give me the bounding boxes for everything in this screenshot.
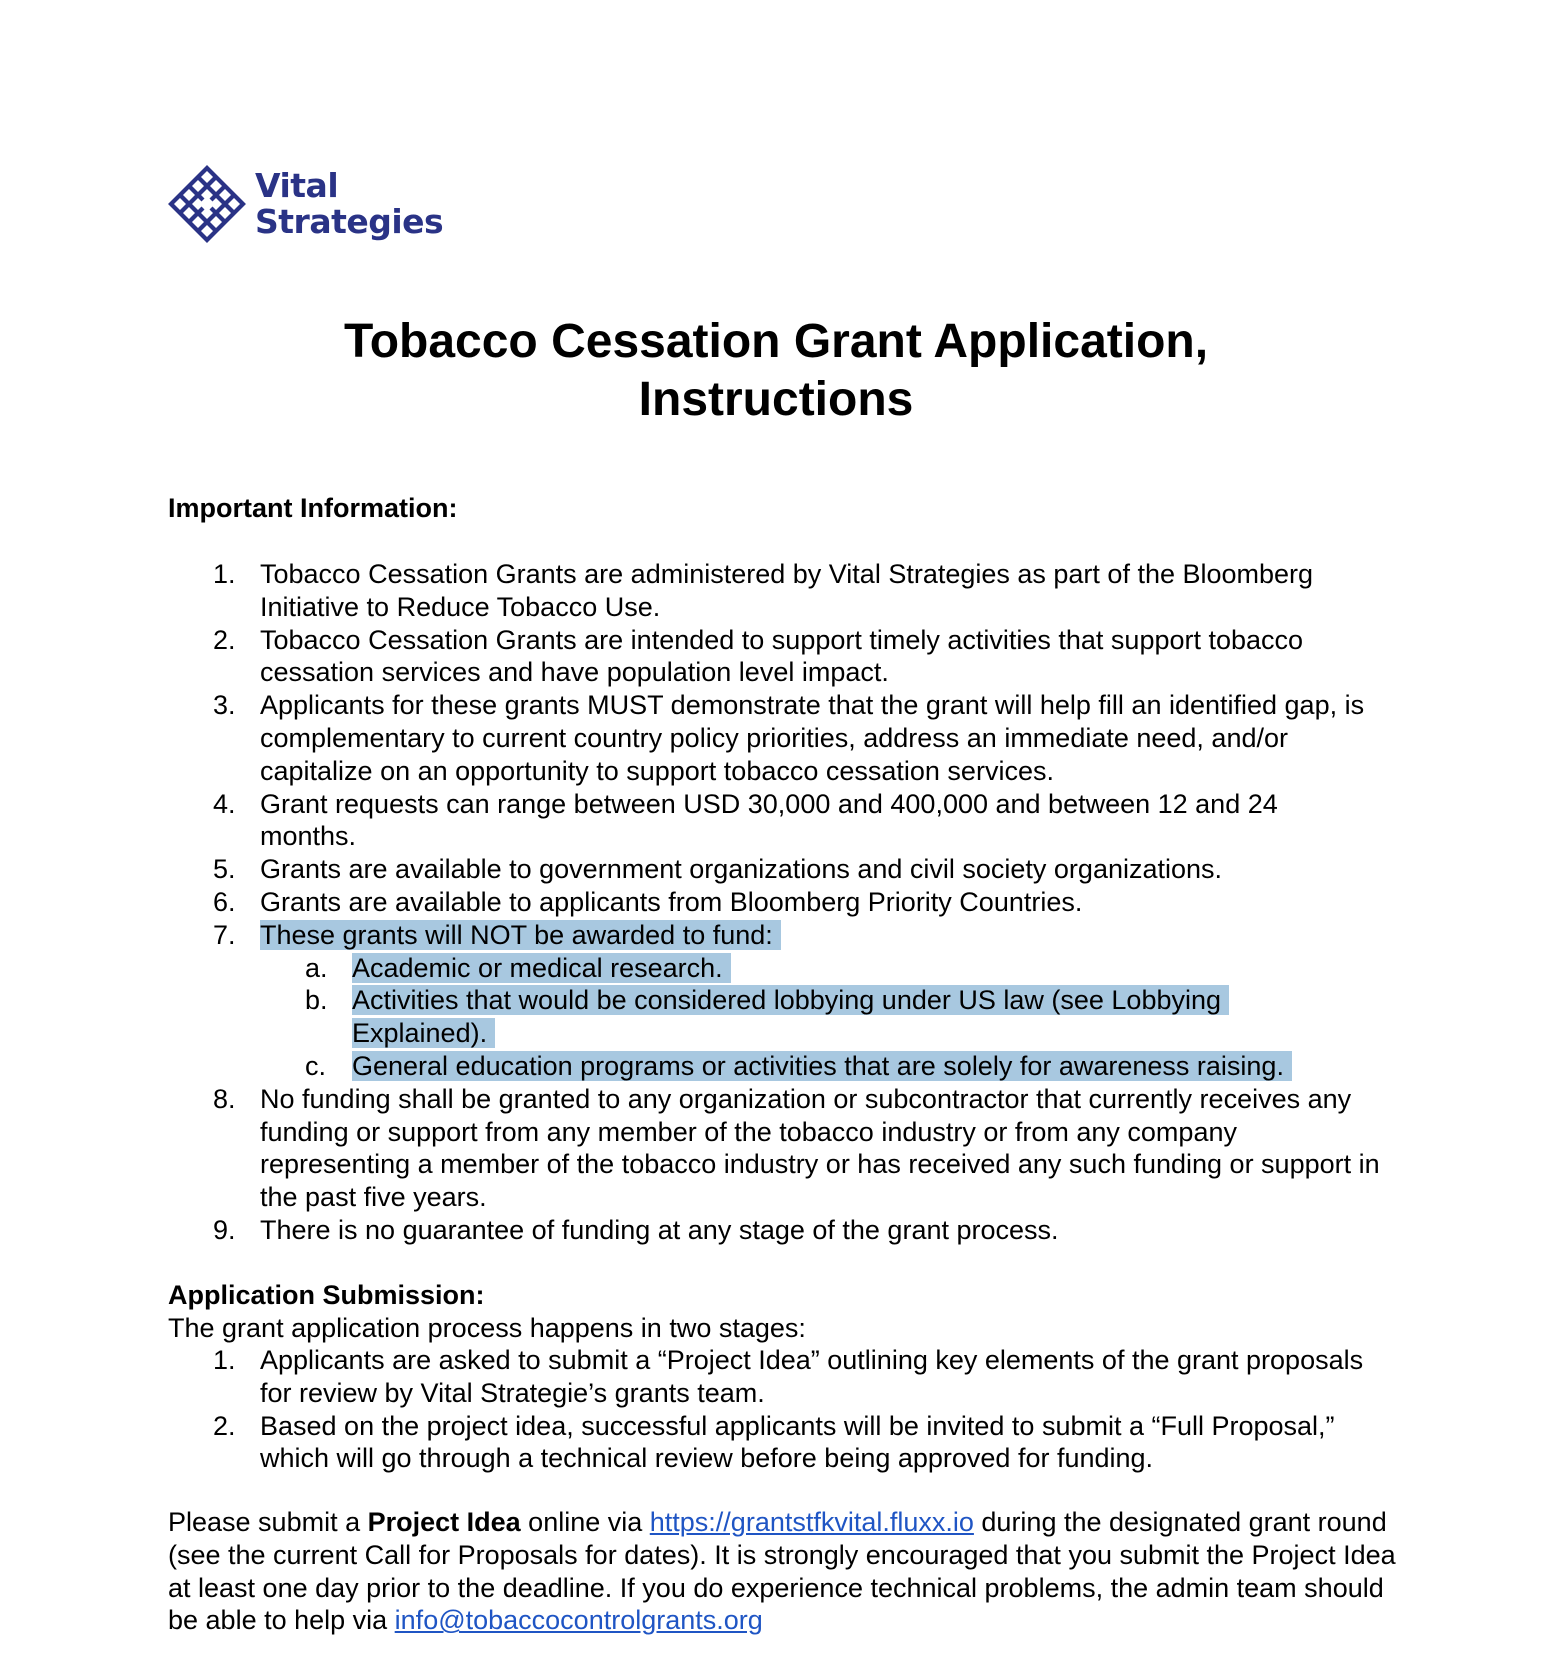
logo-line-2: Strategies	[255, 202, 444, 241]
list-item-text: Grant requests can range between USD 30,000 and 400,000 and between 12 and 24 months.	[260, 788, 1278, 852]
list-item-number: 1.	[213, 1345, 236, 1375]
list-item-text: Tobacco Cessation Grants are intended to support timely activities that support tobacco cessation services and have population level impact.	[260, 624, 1304, 688]
list-item-number: 4.	[213, 788, 236, 819]
list-item-number: 7.	[213, 919, 236, 950]
highlighted-text: Academic or medical research.	[352, 953, 731, 983]
exclusions-sublist	[260, 952, 1380, 1083]
list-item-number: 9.	[213, 1214, 236, 1245]
admin-email-link[interactable]: info@tobaccocontrolgrants.org	[394, 1605, 763, 1636]
paragraph-text: Please submit a	[168, 1507, 368, 1537]
logo-wordmark	[255, 168, 443, 240]
sublist-item	[259, 952, 1292, 985]
fluxx-portal-link[interactable]: https://grantstfkvital.fluxx.io	[649, 1507, 974, 1537]
list-item	[0, 853, 1380, 886]
list-item-text: There is no guarantee of funding at any stage of the grant process.	[260, 1214, 1059, 1245]
submission-stages-list	[0, 1344, 1380, 1475]
list-item-text: Tobacco Cessation Grants are administered by Vital Strategies as part of the Bloomberg Initiative to Reduce Tobacco Use.	[260, 559, 1314, 622]
sublist-item	[259, 984, 1292, 1050]
sublist-item-letter: c.	[305, 1050, 327, 1081]
submission-instructions-paragraph	[168, 1506, 1398, 1637]
sublist-item-letter: b.	[305, 985, 328, 1016]
list-item-text: Based on the project idea, successful applicants will be invited to submit a “Full Proposal,” which will go through a technical review before being approved for funding.	[260, 1410, 1335, 1474]
paragraph-text: during the designated grant round (see the current Call for Proposals for dates). It is strongly encouraged that you submit the Project Idea at least one day prior to the deadline. If you do experience technical problems, the admin team should be able to help via	[168, 1507, 1396, 1636]
list-item-text: Grants are available to applicants from Bloomberg Priority Countries.	[260, 886, 1083, 917]
list-item	[0, 558, 1380, 624]
list-item	[0, 689, 1380, 787]
highlighted-text: General education programs or activities that are solely for awareness raising.	[352, 1051, 1292, 1081]
list-item-text: Applicants are asked to submit a “Project Idea” outlining key elements of the grant proposals for review by Vital Strategie’s grants team.	[260, 1345, 1364, 1408]
important-information-list	[0, 558, 1380, 1247]
list-item-text: Grants are available to government organizations and civil society organizations.	[260, 854, 1223, 885]
title-line-1: Tobacco Cessation Grant Application,	[343, 315, 1209, 368]
project-idea-bold: Project Idea	[367, 1507, 521, 1537]
list-item-number: 2.	[213, 624, 236, 655]
list-item-number: 2.	[213, 1410, 236, 1441]
paragraph-text: online via	[520, 1507, 650, 1537]
list-item-text: Applicants for these grants MUST demonstrate that the grant will help fill an identified gap, is complementary to current country policy priorities, address an immediate need, and/or capitalize on an opportunity to support tobacco cessation services.	[260, 690, 1365, 786]
vital-strategies-logo-icon	[168, 165, 246, 243]
application-submission-heading: Application Submission:	[168, 1280, 485, 1310]
logo-line-1: Vital	[255, 166, 339, 205]
important-information-heading: Important Information:	[168, 493, 458, 523]
list-item	[0, 1410, 1380, 1476]
list-item	[0, 1214, 1380, 1247]
list-item-number: 6.	[213, 886, 236, 917]
list-item	[0, 886, 1380, 919]
list-item-exclusions	[0, 919, 1380, 1083]
highlighted-text: These grants will NOT be awarded to fund:	[260, 920, 781, 950]
list-item-text: No funding shall be granted to any organization or subcontractor that currently receives any funding or support from any member of the tobacco industry or from any company representing a member of the tobacco industry or has received any such funding or support in the past five years.	[260, 1083, 1380, 1213]
sublist-item-letter: a.	[305, 952, 328, 983]
list-item-number: 1.	[213, 559, 236, 589]
list-item	[0, 624, 1380, 690]
submission-intro: The grant application process happens in two stages:	[168, 1313, 806, 1343]
list-item-number: 3.	[213, 690, 236, 721]
list-item	[0, 1344, 1380, 1410]
list-item	[0, 1083, 1380, 1214]
document-title	[0, 313, 1552, 429]
sublist-item	[259, 1050, 1392, 1083]
title-line-2: Instructions	[638, 373, 914, 426]
list-item-number: 5.	[213, 854, 236, 885]
highlighted-text: Activities that would be considered lobbying under US law (see Lobbying Explained).	[352, 985, 1229, 1048]
list-item	[0, 788, 1380, 854]
list-item-number: 8.	[213, 1083, 236, 1114]
